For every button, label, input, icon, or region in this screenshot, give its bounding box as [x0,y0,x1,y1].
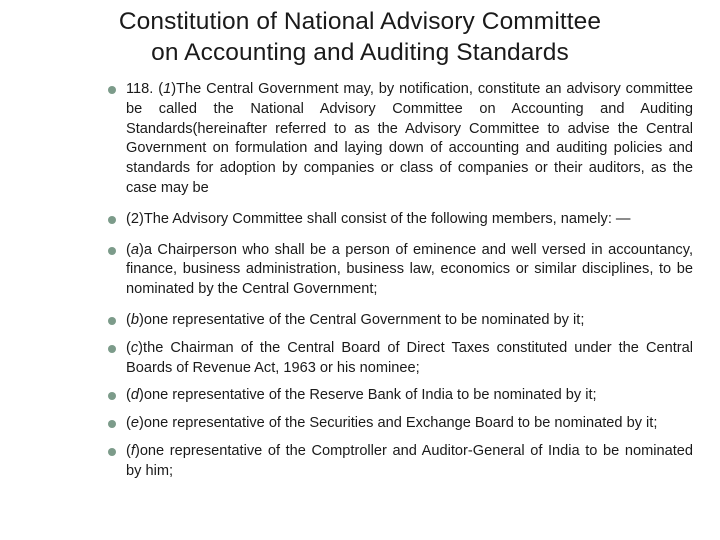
marker-close: ) [139,241,144,258]
clause-marker: b [130,311,139,328]
marker-close: ) [171,81,177,97]
bullet-item-118 [108,80,693,199]
bullet-dot-icon [108,216,116,224]
bullet-text: one representative of the Reserve Bank of India to be nominated by it; [143,387,597,404]
marker-close: ) [139,210,144,227]
bullet-text: The Advisory Committee shall consist of the following members, namely: — [143,210,631,227]
bullet-text: one representative of the Central Government to be nominated by it; [143,311,585,328]
marker-close: ) [139,387,144,404]
clause-marker: d [130,387,139,404]
subsection-marker: 2 [130,210,139,227]
section-number: 118. [126,81,154,97]
marker-close: ) [139,311,144,328]
bullet-dot-icon [108,86,116,94]
marker-open: ( [126,387,131,404]
bullet-item-a [108,241,693,300]
marker-close: ) [138,339,144,356]
bullet-dot-icon [108,420,116,428]
bullet-item-d [108,386,693,406]
marker-open: ( [126,339,131,356]
marker-open: ( [126,442,131,459]
bullet-text: a Chairperson who shall be a person of eminence and well versed in accountancy, finance, business administration, business law, economics or similar disciplines, to be nominated by the Central Government; [126,241,693,298]
marker-close: ) [139,415,144,432]
bullet-text: one representative of the Securities and Exchange Board to be nominated by it; [143,415,658,432]
bullet-dot-icon [108,317,116,325]
marker-open: ( [126,241,131,258]
bullet-dot-icon [108,247,116,255]
bullet-list [108,80,693,490]
bullet-item-b [108,311,693,331]
bullet-dot-icon [108,448,116,456]
clause-marker: e [130,415,139,432]
bullet-item-c [108,339,693,379]
title-line-1: Constitution of National Advisory Committee [118,8,602,35]
slide-title [60,6,660,68]
marker-open: ( [153,81,164,97]
bullet-dot-icon [108,392,116,400]
bullet-text: the Chairman of the Central Board of Direct Taxes constituted under the Central Boards of Revenue Act, 1963 or his nominee; [126,339,693,376]
marker-close: ) [134,442,140,459]
marker-open: ( [126,210,131,227]
bullet-dot-icon [108,345,116,353]
marker-open: ( [126,311,131,328]
clause-marker: c [130,339,139,356]
clause-marker: f [130,442,135,459]
title-line-2: on Accounting and Auditing Standards [151,39,569,66]
marker-open: ( [126,415,131,432]
bullet-item-2 [108,210,693,230]
bullet-item-f [108,442,693,482]
bullet-text: one representative of the Comptroller and Auditor-General of India to be nominated by him; [126,442,693,479]
clause-marker: a [130,241,139,258]
bullet-item-e [108,414,693,434]
bullet-text: The Central Government may, by notification, constitute an advisory committee be called the National Advisory Committee on Accounting and Auditing Standards(hereinafter referred to as the Advisory Committee to advise the Central Government on formulation and laying down of accounting and auditing policies and standards for adoption by companies or class of companies or their auditors, as the case may be [126,81,693,196]
subsection-marker: 1 [163,81,172,97]
